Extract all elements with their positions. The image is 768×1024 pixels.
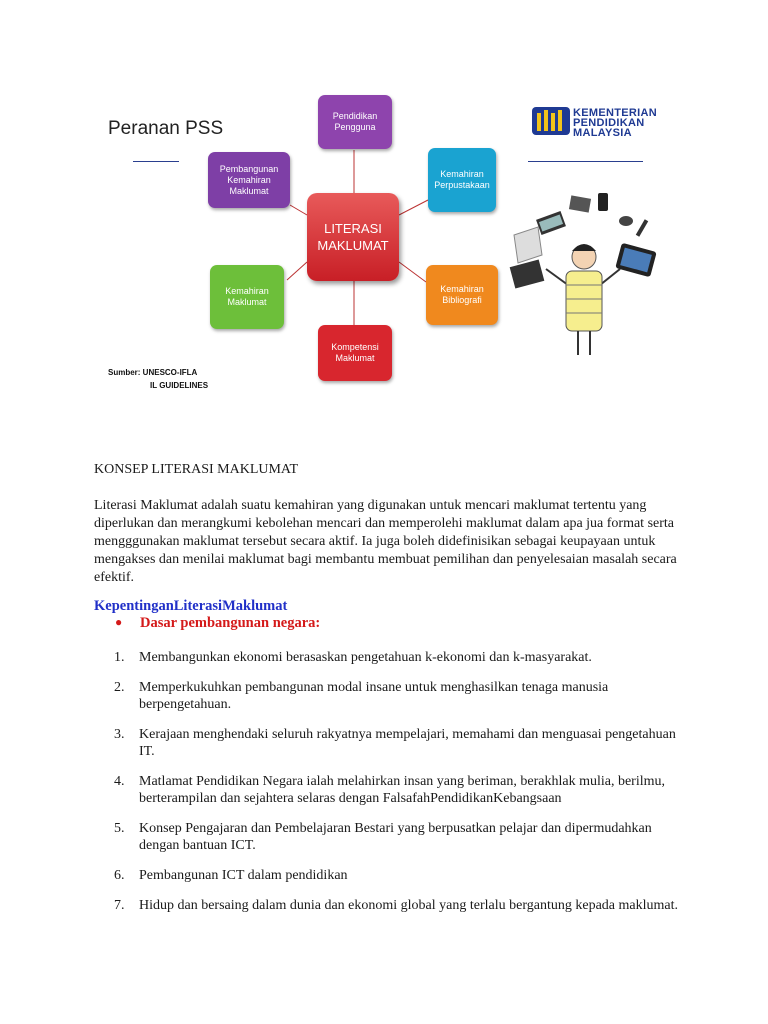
list-item: [114, 820, 689, 854]
tablet-icon: [510, 259, 545, 288]
list-number: 6.: [114, 868, 125, 883]
papers-icon: [514, 227, 542, 263]
tv-icon: [615, 243, 657, 277]
list-text: Pembangunan ICT dalam pendidikan: [139, 868, 348, 883]
pen-icon: [636, 219, 648, 237]
list-item: [114, 726, 689, 760]
logo-line: KEMENTERIAN: [573, 107, 657, 119]
numbered-list: [114, 649, 689, 927]
ministry-logo-text: [573, 108, 657, 138]
list-item: [114, 679, 689, 713]
node-kemahiran-bibliografi: [426, 265, 498, 325]
node-kemahiran-maklumat: [210, 265, 284, 329]
list-number: 2.: [114, 680, 125, 695]
node-label: Kompetensi Maklumat: [331, 342, 379, 363]
node-label: Kemahiran Bibliografi: [440, 284, 484, 305]
list-number: 4.: [114, 774, 125, 789]
center-label: LITERASI MAKLUMAT: [317, 221, 389, 253]
section-heading: KONSEP LITERASI MAKLUMAT: [94, 462, 299, 477]
list-text: Matlamat Pendidikan Negara ialah melahirkan insan yang beriman, berakhlak mulia, berilmu, berterampilan dan sejahtera selaras dengan FalsafahPendidikanKebangsaan: [139, 774, 665, 806]
list-text: Kerajaan menghendaki seluruh rakyatnya mempelajari, memahami dan menguasai pengetahuan IT.: [139, 727, 676, 759]
book-icon: [569, 195, 591, 212]
importance-subheading: KepentinganLiterasiMaklumat: [94, 598, 288, 614]
source-line-1: Sumber: UNESCO-IFLA: [108, 368, 198, 377]
laptop-icon: [536, 211, 566, 235]
intro-paragraph: Literasi Maklumat adalah suatu kemahiran yang digunakan untuk mencari maklumat tertentu yang diperlukan dan merangkumi kebolehan mencari dan memperolehi maklumat dalam apa jua format serta mengggunakan maklumat tersebut secara aktif. Ia juga boleh didefinisikan sebagai keupayaan untuk mengakses dan menilai maklumat bagi membantu membuat pemilihan dan penyelesaian masalah secara efektif.: [94, 498, 677, 585]
source-line-2: IL GUIDELINES: [150, 381, 209, 390]
list-number: 7.: [114, 898, 125, 913]
logo-line: MALAYSIA: [573, 127, 632, 139]
phone-icon: [598, 193, 608, 211]
list-text: Hidup dan bersaing dalam dunia dan ekonomi global yang terlalu bergantung kepada maklumat.: [139, 898, 678, 913]
node-label: Kemahiran Maklumat: [225, 286, 269, 307]
bullet-item: [115, 615, 320, 632]
bullet-text: Dasar pembangunan negara:: [140, 615, 321, 631]
node-label: Pendidikan Pengguna: [332, 111, 378, 132]
node-pendidikan-pengguna: [318, 95, 392, 149]
list-text: Memperkukuhkan pembangunan modal insane untuk menghasilkan tenaga manusia berpengetahuan.: [139, 680, 609, 712]
node-pembangunan-kemahiran-maklumat: [208, 152, 290, 208]
logo-underline: [528, 161, 643, 162]
connector-top-right: [399, 200, 428, 215]
list-number: 5.: [114, 821, 125, 836]
node-label: Kemahiran Perpustakaan: [434, 169, 490, 190]
list-item: [114, 897, 689, 914]
bullet-icon: ●: [115, 615, 123, 629]
list-number: 1.: [114, 650, 125, 665]
node-kemahiran-perpustakaan: [428, 148, 496, 212]
logo-line: PENDIDIKAN: [573, 117, 645, 129]
connector-bottom-left: [287, 262, 307, 280]
node-kompetensi-maklumat: [318, 325, 392, 381]
node-label: Pembangunan Kemahiran Maklumat: [219, 163, 279, 196]
node-literasi-maklumat: [307, 193, 399, 281]
ministry-logo-emblem-icon: [532, 105, 570, 137]
figure-title: Peranan PSS: [108, 118, 224, 139]
list-text: Konsep Pengajaran dan Pembelajaran Bestari yang berpusatkan pelajar dan dipermudahkan dengan bantuan ICT.: [139, 821, 652, 853]
connector-top-left: [290, 205, 307, 215]
list-item: [114, 649, 689, 666]
list-item: [114, 867, 689, 884]
list-item: [114, 773, 689, 807]
person-juggling-devices-illustration: [508, 185, 668, 365]
connector-bottom-right: [399, 262, 426, 282]
list-text: Membangunkan ekonomi berasaskan pengetahuan k-ekonomi dan k-masyarakat.: [139, 650, 592, 665]
list-number: 3.: [114, 727, 125, 742]
mouse-icon: [619, 216, 633, 226]
